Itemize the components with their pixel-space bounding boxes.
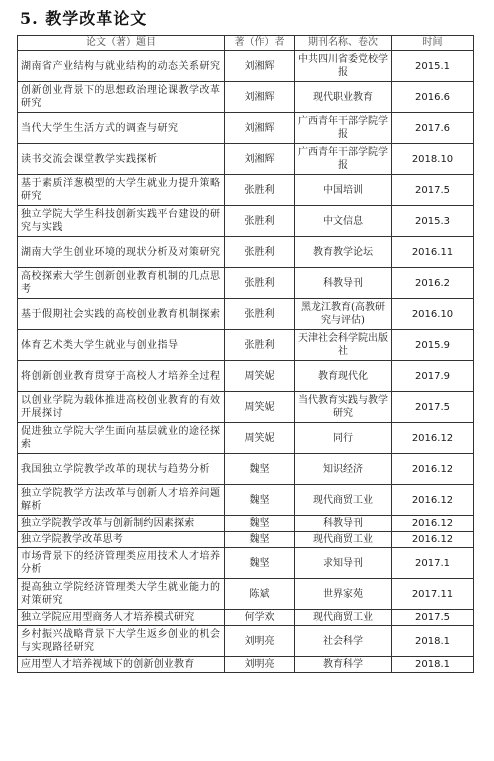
cell-title: 高校探索大学生创新创业教育机制的几点思考	[18, 268, 225, 299]
cell-journal: 知识经济	[295, 454, 392, 485]
cell-author: 陈斌	[225, 579, 295, 610]
cell-author: 周笑妮	[225, 361, 295, 392]
cell-title: 独立学院教学改革与创新制约因素探索	[18, 516, 225, 532]
cell-title: 基于假期社会实践的高校创业教育机制探索	[18, 299, 225, 330]
cell-journal: 现代商贸工业	[295, 610, 392, 626]
cell-time: 2017.1	[392, 548, 474, 579]
table-row	[18, 485, 474, 516]
cell-journal: 求知导刊	[295, 548, 392, 579]
cell-journal: 科教导刊	[295, 268, 392, 299]
table-row	[18, 532, 474, 548]
cell-author: 魏坚	[225, 485, 295, 516]
table-row	[18, 113, 474, 144]
cell-journal: 广西青年干部学院学报	[295, 113, 392, 144]
cell-author: 周笑妮	[225, 423, 295, 454]
cell-author: 刘明亮	[225, 626, 295, 657]
table-row	[18, 610, 474, 626]
cell-journal: 现代商贸工业	[295, 485, 392, 516]
table-row	[18, 82, 474, 113]
cell-time: 2015.3	[392, 206, 474, 237]
table-row	[18, 516, 474, 532]
cell-time: 2016.11	[392, 237, 474, 268]
cell-author: 魏坚	[225, 516, 295, 532]
cell-title: 我国独立学院教学改革的现状与趋势分析	[18, 454, 225, 485]
cell-title: 基于素质洋葱模型的大学生就业力提升策略研究	[18, 175, 225, 206]
cell-title: 当代大学生生活方式的调查与研究	[18, 113, 225, 144]
cell-journal: 教育科学	[295, 657, 392, 673]
header-title: 论文（著）题目	[18, 36, 225, 51]
cell-author: 刘湘辉	[225, 113, 295, 144]
cell-journal: 现代职业教育	[295, 82, 392, 113]
cell-time: 2016.12	[392, 485, 474, 516]
cell-title: 湖南省产业结构与就业结构的动态关系研究	[18, 51, 225, 82]
cell-author: 刘湘辉	[225, 82, 295, 113]
cell-time: 2017.5	[392, 610, 474, 626]
table-row	[18, 175, 474, 206]
table-row	[18, 237, 474, 268]
cell-title: 独立学院教学改革思考	[18, 532, 225, 548]
table-row	[18, 579, 474, 610]
cell-time: 2016.2	[392, 268, 474, 299]
table-row	[18, 206, 474, 237]
header-time: 时间	[392, 36, 474, 51]
table-row	[18, 144, 474, 175]
cell-journal: 同行	[295, 423, 392, 454]
cell-time: 2018.1	[392, 626, 474, 657]
cell-journal: 广西青年干部学院学报	[295, 144, 392, 175]
cell-time: 2017.11	[392, 579, 474, 610]
cell-title: 以创业学院为载体推进高校创业教育的有效开展探讨	[18, 392, 225, 423]
cell-title: 市场背景下的经济管理类应用技术人才培养分析	[18, 548, 225, 579]
cell-title: 体育艺术类大学生就业与创业指导	[18, 330, 225, 361]
cell-author: 刘明亮	[225, 657, 295, 673]
cell-time: 2015.9	[392, 330, 474, 361]
table-row	[18, 51, 474, 82]
table-row	[18, 454, 474, 485]
cell-time: 2016.6	[392, 82, 474, 113]
papers-table	[17, 35, 474, 673]
header-author: 著（作）者	[225, 36, 295, 51]
cell-title: 独立学院教学方法改革与创新人才培养问题解析	[18, 485, 225, 516]
cell-time: 2016.12	[392, 423, 474, 454]
cell-journal: 教育现代化	[295, 361, 392, 392]
cell-title: 独立学院大学生科技创新实践平台建设的研究与实践	[18, 206, 225, 237]
table-row	[18, 361, 474, 392]
cell-author: 魏坚	[225, 548, 295, 579]
cell-title: 将创新创业教育贯穿于高校人才培养全过程	[18, 361, 225, 392]
cell-journal: 中国培训	[295, 175, 392, 206]
cell-time: 2017.5	[392, 392, 474, 423]
cell-time: 2017.5	[392, 175, 474, 206]
header-journal: 期刊名称、卷次	[295, 36, 392, 51]
cell-journal: 黑龙江教育(高教研究与评估)	[295, 299, 392, 330]
cell-time: 2017.9	[392, 361, 474, 392]
cell-title: 促进独立学院大学生面向基层就业的途径探索	[18, 423, 225, 454]
cell-time: 2016.12	[392, 516, 474, 532]
cell-author: 何学欢	[225, 610, 295, 626]
table-row	[18, 626, 474, 657]
cell-author: 魏坚	[225, 454, 295, 485]
cell-author: 周笑妮	[225, 392, 295, 423]
cell-time: 2018.10	[392, 144, 474, 175]
cell-author: 张胜利	[225, 268, 295, 299]
cell-journal: 世界家苑	[295, 579, 392, 610]
cell-journal: 中文信息	[295, 206, 392, 237]
cell-time: 2016.12	[392, 532, 474, 548]
cell-title: 湖南大学生创业环境的现状分析及对策研究	[18, 237, 225, 268]
cell-title: 应用型人才培养视域下的创新创业教育	[18, 657, 225, 673]
table-row	[18, 299, 474, 330]
cell-journal: 社会科学	[295, 626, 392, 657]
cell-title: 创新创业背景下的思想政治理论课教学改革研究	[18, 82, 225, 113]
section-heading: 5. 教学改革论文	[20, 9, 148, 28]
cell-time: 2017.6	[392, 113, 474, 144]
cell-title: 独立学院应用型商务人才培养模式研究	[18, 610, 225, 626]
cell-title: 读书交流会课堂教学实践探析	[18, 144, 225, 175]
cell-author: 魏坚	[225, 532, 295, 548]
cell-author: 刘湘辉	[225, 51, 295, 82]
cell-title: 乡村振兴战略背景下大学生返乡创业的机会与实现路径研究	[18, 626, 225, 657]
cell-author: 张胜利	[225, 206, 295, 237]
cell-author: 张胜利	[225, 237, 295, 268]
table-row	[18, 268, 474, 299]
table-header-row	[18, 36, 474, 51]
cell-journal: 教育教学论坛	[295, 237, 392, 268]
cell-time: 2016.10	[392, 299, 474, 330]
cell-journal: 当代教育实践与教学研究	[295, 392, 392, 423]
cell-time: 2015.1	[392, 51, 474, 82]
cell-author: 刘湘辉	[225, 144, 295, 175]
cell-time: 2018.1	[392, 657, 474, 673]
table-row	[18, 657, 474, 673]
cell-time: 2016.12	[392, 454, 474, 485]
table-row	[18, 423, 474, 454]
cell-author: 张胜利	[225, 175, 295, 206]
table-row	[18, 330, 474, 361]
table-row	[18, 548, 474, 579]
cell-author: 张胜利	[225, 299, 295, 330]
cell-journal: 现代商贸工业	[295, 532, 392, 548]
cell-title: 提高独立学院经济管理类大学生就业能力的对策研究	[18, 579, 225, 610]
cell-journal: 中共四川省委党校学报	[295, 51, 392, 82]
cell-author: 张胜利	[225, 330, 295, 361]
cell-journal: 天津社会科学院出版社	[295, 330, 392, 361]
table-row	[18, 392, 474, 423]
table-body	[18, 51, 474, 673]
cell-journal: 科教导刊	[295, 516, 392, 532]
